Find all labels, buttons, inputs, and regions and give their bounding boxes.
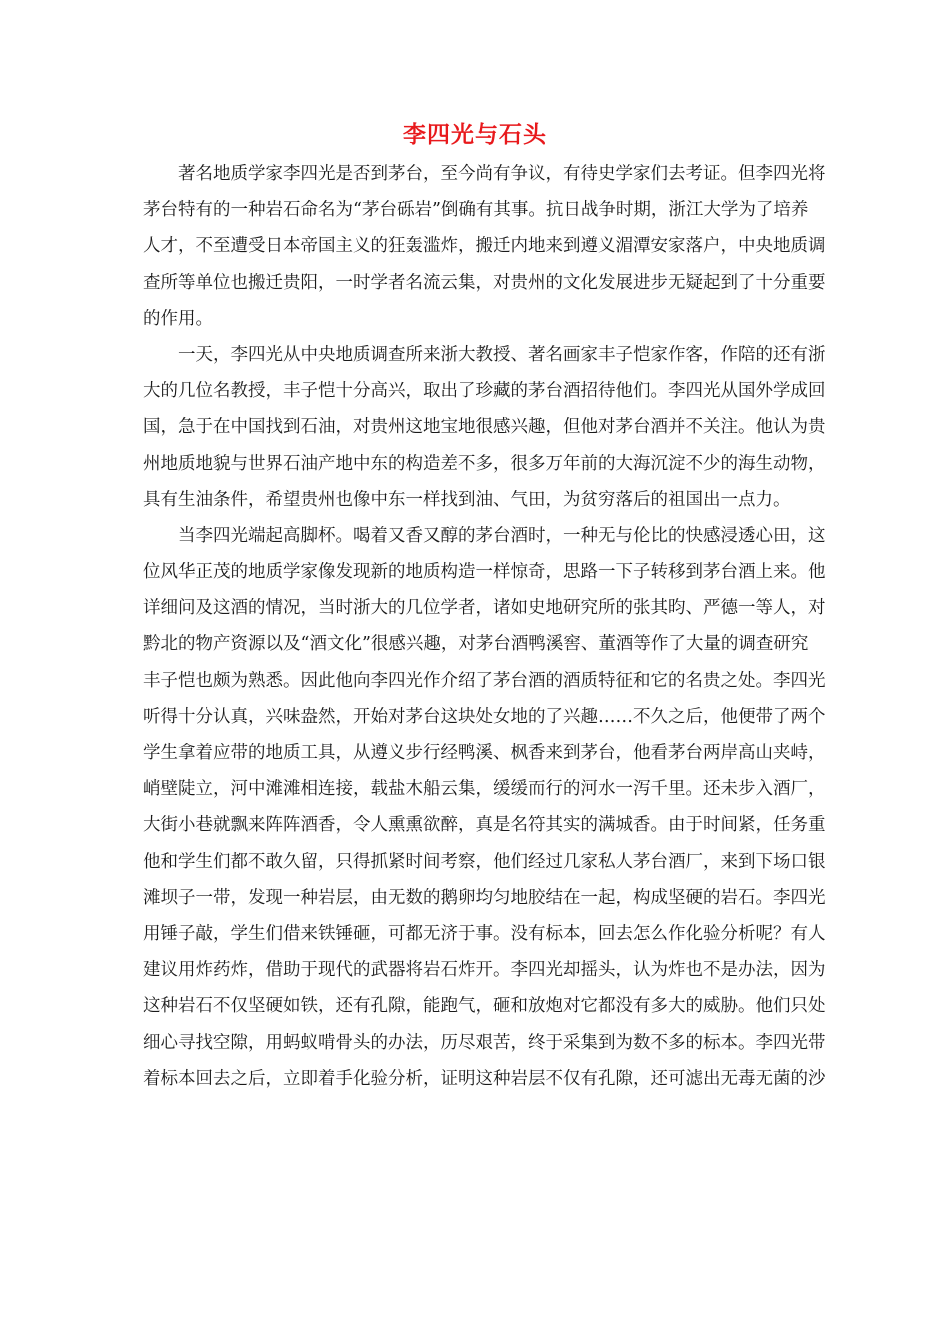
text-line: 细心寻找空隙，用蚂蚁啃骨头的办法，历尽艰苦，终于采集到为数不多的标本。李四光带 xyxy=(143,1032,826,1053)
text-line: 详细问及这酒的情况，当时浙大的几位学者，诸如史地研究所的张其昀、严德一等人，对 xyxy=(143,598,826,619)
text-line: 黔北的物产资源以及“酒文化”很感兴趣，对茅台酒鸭溪窖、董酒等作了大量的调查研究 xyxy=(143,634,809,655)
text-line: 建议用炸药炸，借助于现代的武器将岩石炸开。李四光却摇头，认为炸也不是办法，因为 xyxy=(143,960,826,981)
text-line: 人才，不至遭受日本帝国主义的狂轰滥炸，搬迁内地来到遵义湄潭安家落户，中央地质调 xyxy=(143,236,826,257)
text-line: 峭壁陡立，河中滩滩相连接，载盐木船云集，缓缓而行的河水一泻千里。还未步入酒厂， xyxy=(143,779,826,800)
text-line: 查所等单位也搬迁贵阳，一时学者名流云集，对贵州的文化发展进步无疑起到了十分重要 xyxy=(143,272,826,293)
text-line: 听得十分认真，兴味盎然，开始对茅台这块处女地的了兴趣……不久之后，他便带了两个 xyxy=(143,706,826,727)
text-line: 这种岩石不仅坚硬如铁，还有孔隙，能跑气，砸和放炮对它都没有多大的威胁。他们只处 xyxy=(143,996,826,1017)
text-line: 的作用。 xyxy=(143,308,213,329)
text-line: 用锤子敲，学生们借来铁锤砸，可都无济于事。没有标本，回去怎么作化验分析呢？有人 xyxy=(143,923,826,944)
text-line: 具有生油条件，希望贵州也像中东一样找到油、气田，为贫穷落后的祖国出一点力。 xyxy=(143,489,791,510)
text-line: 丰子恺也颇为熟悉。因此他向李四光作介绍了茅台酒的酒质特征和它的名贵之处。李四光 xyxy=(143,670,826,691)
text-line: 着标本回去之后，立即着手化验分析，证明这种岩层不仅有孔隙，还可滤出无毒无菌的沙 xyxy=(143,1068,826,1089)
text-line: 学生拿着应带的地质工具，从遵义步行经鸭溪、枫香来到茅台，他看茅台两岸高山夹峙， xyxy=(143,743,826,763)
text-line: 大街小巷就飘来阵阵酒香，令人熏熏欲醉，真是名符其实的满城香。由于时间紧，任务重 xyxy=(143,815,826,836)
text-line: 州地质地貌与世界石油产地中东的构造差不多，很多万年前的大海沉淀不少的海生动物， xyxy=(143,453,826,474)
text-line: 当李四光端起高脚杯。喝着又香又醇的茅台酒时，一种无与伦比的快感浸透心田，这 xyxy=(178,525,826,546)
document-title: 李四光与石头 xyxy=(403,122,547,148)
text-line: 茅台特有的一种岩石命名为“茅台砾岩”倒确有其事。抗日战争时期，浙江大学为了培养 xyxy=(143,200,809,221)
text-line: 著名地质学家李四光是否到茅台，至今尚有争议，有待史学家们去考证。但李四光将 xyxy=(178,164,826,184)
text-line: 滩坝子一带，发现一种岩层，由无数的鹅卵均匀地胶结在一起，构成坚硬的岩石。李四光 xyxy=(143,887,826,908)
text-line: 国，急于在中国找到石油，对贵州这地宝地很感兴趣，但他对茅台酒并不关注。他认为贵 xyxy=(143,417,826,438)
text-line: 一天，李四光从中央地质调查所来浙大教授、著名画家丰子恺家作客，作陪的还有浙 xyxy=(178,344,826,365)
text-line: 他和学生们都不敢久留，只得抓紧时间考察，他们经过几家私人茅台酒厂，来到下场口银 xyxy=(143,851,826,872)
text-line: 位风华正茂的地质学家像发现新的地质构造一样惊奇，思路一下子转移到茅台酒上来。他 xyxy=(143,562,826,583)
text-line: 大的几位名教授，丰子恺十分高兴，取出了珍藏的茅台酒招待他们。李四光从国外学成回 xyxy=(143,381,826,402)
document-body xyxy=(143,156,826,1097)
